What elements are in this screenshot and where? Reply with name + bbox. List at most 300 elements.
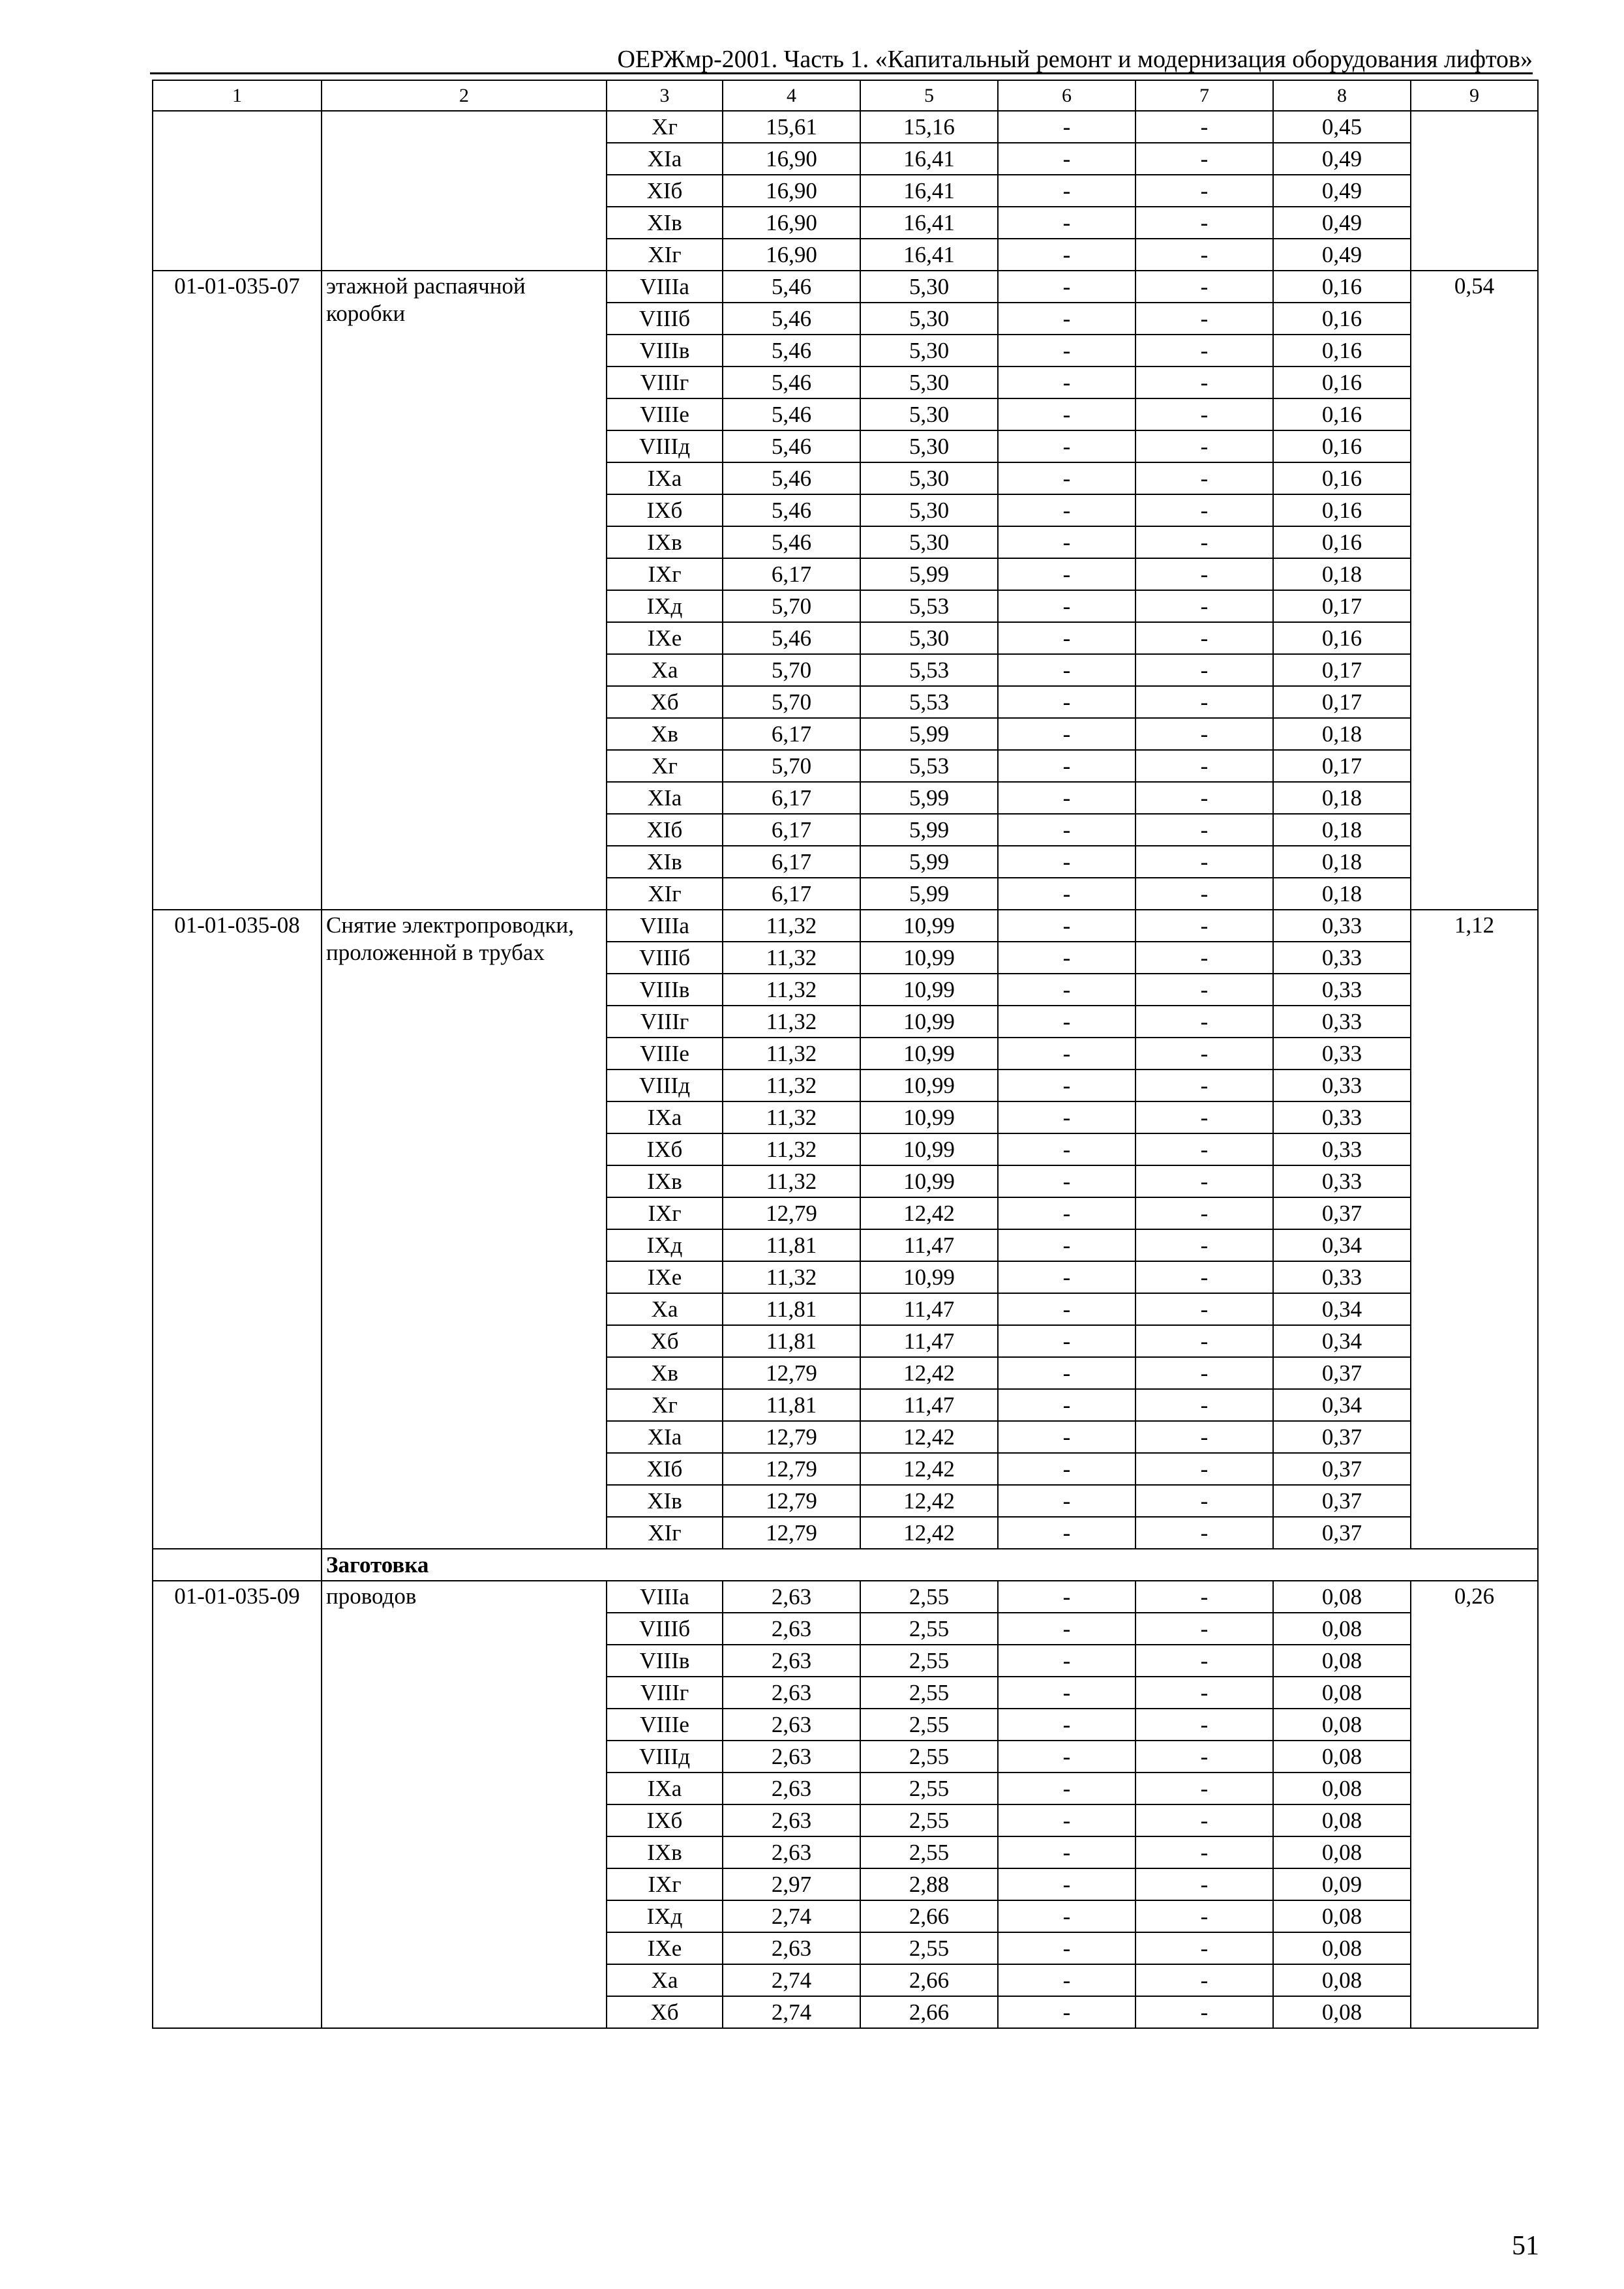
- cell-col-4: 5,46: [723, 494, 860, 526]
- cell-col-7: -: [1135, 1613, 1273, 1645]
- cell-col-6: -: [998, 1964, 1135, 1996]
- cell-col-6: -: [998, 750, 1135, 782]
- cell-col-5: 2,55: [860, 1645, 998, 1677]
- cell-col-8: 0,16: [1273, 622, 1411, 654]
- cell-col-6: -: [998, 910, 1135, 942]
- cell-col-6: -: [998, 878, 1135, 910]
- cell-col-4: 6,17: [723, 718, 860, 750]
- cell-col-5: 2,88: [860, 1868, 998, 1900]
- cell-col-3: IХа: [607, 462, 723, 494]
- cell-col-7: -: [1135, 1197, 1273, 1229]
- cell-col-7: -: [1135, 846, 1273, 878]
- cell-col-5: 10,99: [860, 942, 998, 974]
- cell-col-5: 5,53: [860, 590, 998, 622]
- cell-col-8: 0,37: [1273, 1357, 1411, 1389]
- cell-col-6: -: [998, 143, 1135, 175]
- header-rule: [150, 72, 1533, 74]
- cell-col-5: 12,42: [860, 1517, 998, 1549]
- cell-col-6: -: [998, 590, 1135, 622]
- cell-col-6: -: [998, 335, 1135, 367]
- cell-col-8: 0,37: [1273, 1197, 1411, 1229]
- cell-col-7: -: [1135, 558, 1273, 590]
- cell-col-5: 10,99: [860, 1133, 998, 1165]
- cell-col-4: 12,79: [723, 1357, 860, 1389]
- cell-col-4: 11,32: [723, 1038, 860, 1070]
- cell-col-6: -: [998, 1229, 1135, 1261]
- cell-col-7: -: [1135, 1293, 1273, 1325]
- cell-col-3: VIIIа: [607, 271, 723, 303]
- cell-col-8: 0,37: [1273, 1485, 1411, 1517]
- cell-col-4: 5,46: [723, 335, 860, 367]
- cell-col-7: -: [1135, 718, 1273, 750]
- cell-col-3: IХд: [607, 1900, 723, 1932]
- cell-col-3: IХв: [607, 1836, 723, 1868]
- cell-col-8: 0,33: [1273, 1261, 1411, 1293]
- cell-col-3: Ха: [607, 654, 723, 686]
- cell-col-3: IХд: [607, 590, 723, 622]
- cell-col-4: 11,81: [723, 1389, 860, 1421]
- cell-col-8: 0,16: [1273, 367, 1411, 398]
- cell-col-8: 0,37: [1273, 1517, 1411, 1549]
- cell-col-8: 0,18: [1273, 782, 1411, 814]
- cell-col-4: 11,81: [723, 1325, 860, 1357]
- cell-col-5: 2,55: [860, 1741, 998, 1773]
- cell-col-5: 2,55: [860, 1836, 998, 1868]
- section-title: Заготовка: [322, 1549, 1538, 1581]
- cell-col-6: -: [998, 1773, 1135, 1804]
- cell-col-4: 2,63: [723, 1932, 860, 1964]
- cell-col-6: -: [998, 1389, 1135, 1421]
- cell-col-4: 11,32: [723, 1165, 860, 1197]
- cell-col-4: 5,46: [723, 622, 860, 654]
- cell-col-4: 16,90: [723, 175, 860, 207]
- cell-col-5: 12,42: [860, 1197, 998, 1229]
- cell-col-8: 0,33: [1273, 1038, 1411, 1070]
- column-number-row: [153, 80, 1538, 111]
- cell-col-8: 0,17: [1273, 750, 1411, 782]
- cell-col-4: 2,63: [723, 1836, 860, 1868]
- cell-col-8: 0,34: [1273, 1229, 1411, 1261]
- cell-col-4: 2,63: [723, 1581, 860, 1613]
- cell-col-7: -: [1135, 1900, 1273, 1932]
- cell-col-7: -: [1135, 1101, 1273, 1133]
- table-row: [153, 910, 1538, 942]
- cell-col-7: -: [1135, 1773, 1273, 1804]
- cell-col-7: -: [1135, 1006, 1273, 1038]
- cell-col-4: 2,63: [723, 1677, 860, 1709]
- cell-col-4: 11,32: [723, 1070, 860, 1101]
- cell-col-3: VIIIв: [607, 1645, 723, 1677]
- cell-col-6: -: [998, 1996, 1135, 2028]
- cell-col-4: 5,46: [723, 398, 860, 430]
- column-number: 8: [1273, 80, 1411, 111]
- cell-col-3: ХIв: [607, 846, 723, 878]
- cell-col-7: -: [1135, 1389, 1273, 1421]
- cell-col-6: -: [998, 1645, 1135, 1677]
- cell-col-5: 15,16: [860, 111, 998, 143]
- page-number: 51: [1512, 2231, 1539, 2261]
- cell-col-8: 0,17: [1273, 686, 1411, 718]
- cell-col-6: -: [998, 1421, 1135, 1453]
- cell-col-3: ХIг: [607, 878, 723, 910]
- column-number: 6: [998, 80, 1135, 111]
- cell-col-6: -: [998, 303, 1135, 335]
- table-row: [153, 1581, 1538, 1613]
- cell-col-4: 2,74: [723, 1964, 860, 1996]
- cell-col-3: IХг: [607, 558, 723, 590]
- cell-col-4: 11,81: [723, 1293, 860, 1325]
- cell-col-6: -: [998, 1677, 1135, 1709]
- cell-col-8: 0,33: [1273, 942, 1411, 974]
- work-name: проводов: [322, 1581, 607, 2028]
- cell-col-4: 5,70: [723, 750, 860, 782]
- cell-col-4: 5,46: [723, 462, 860, 494]
- cell-col-6: -: [998, 942, 1135, 974]
- cell-col-8: 0,37: [1273, 1421, 1411, 1453]
- cell-col-6: -: [998, 494, 1135, 526]
- column-number: 3: [607, 80, 723, 111]
- cell-col-4: 2,63: [723, 1773, 860, 1804]
- cell-col-3: ХIв: [607, 207, 723, 239]
- cell-col-7: -: [1135, 1741, 1273, 1773]
- cell-col-5: 10,99: [860, 1038, 998, 1070]
- cell-col-6: -: [998, 1006, 1135, 1038]
- cell-col-5: 5,53: [860, 686, 998, 718]
- cell-col-3: VIIIа: [607, 910, 723, 942]
- cell-col-6: -: [998, 1709, 1135, 1741]
- cell-col-6: -: [998, 462, 1135, 494]
- cell-col-3: VIIIб: [607, 303, 723, 335]
- cell-col-6: -: [998, 1101, 1135, 1133]
- cell-col-6: -: [998, 974, 1135, 1006]
- cell-col-4: 16,90: [723, 143, 860, 175]
- table-row: [153, 111, 1538, 143]
- cell-col-4: 12,79: [723, 1453, 860, 1485]
- cell-col-6: -: [998, 814, 1135, 846]
- cell-col-4: 5,46: [723, 367, 860, 398]
- cell-col-4: 12,79: [723, 1517, 860, 1549]
- cell-col-8: 0,08: [1273, 1932, 1411, 1964]
- cell-col-5: 5,30: [860, 526, 998, 558]
- cell-col-7: -: [1135, 1485, 1273, 1517]
- rate-code: 01-01-035-08: [153, 910, 322, 1549]
- cell-col-3: IХб: [607, 1804, 723, 1836]
- cell-col-3: VIIIд: [607, 430, 723, 462]
- cell-col-6: -: [998, 367, 1135, 398]
- cell-col-8: 0,08: [1273, 1677, 1411, 1709]
- cell-col-8: 0,49: [1273, 143, 1411, 175]
- cell-col-8: 0,18: [1273, 878, 1411, 910]
- cell-col-7: -: [1135, 1804, 1273, 1836]
- cell-col-7: -: [1135, 878, 1273, 910]
- cell-col-7: -: [1135, 1133, 1273, 1165]
- cell-col-4: 5,70: [723, 654, 860, 686]
- cell-col-6: -: [998, 1741, 1135, 1773]
- cell-col-8: 0,17: [1273, 654, 1411, 686]
- cell-col-5: 5,30: [860, 271, 998, 303]
- cell-col-3: VIIIг: [607, 1006, 723, 1038]
- cell-col-5: 11,47: [860, 1325, 998, 1357]
- cell-col-7: -: [1135, 1357, 1273, 1389]
- cell-col-4: 5,70: [723, 686, 860, 718]
- cell-col-5: 5,30: [860, 622, 998, 654]
- cell-col-6: -: [998, 111, 1135, 143]
- cell-col-6: -: [998, 686, 1135, 718]
- cell-col-6: -: [998, 846, 1135, 878]
- cell-col-3: Хг: [607, 1389, 723, 1421]
- cell-col-4: 6,17: [723, 558, 860, 590]
- cell-col-4: 2,63: [723, 1645, 860, 1677]
- cell-col-3: VIIIе: [607, 398, 723, 430]
- cell-col-4: 15,61: [723, 111, 860, 143]
- cell-col-3: Хв: [607, 718, 723, 750]
- cell-col-3: IХд: [607, 1229, 723, 1261]
- cell-col-3: Хб: [607, 686, 723, 718]
- cell-col-7: -: [1135, 1645, 1273, 1677]
- cell-col-7: -: [1135, 1229, 1273, 1261]
- cell-col-7: -: [1135, 1996, 1273, 2028]
- work-name: этажной распаячной коробки: [322, 271, 607, 910]
- cell-col-5: 11,47: [860, 1293, 998, 1325]
- cell-col-3: IХа: [607, 1773, 723, 1804]
- cell-col-6: -: [998, 1485, 1135, 1517]
- cell-col-8: 0,16: [1273, 430, 1411, 462]
- cell-col-7: -: [1135, 1453, 1273, 1485]
- cell-col-3: IХв: [607, 1165, 723, 1197]
- cell-col-7: -: [1135, 622, 1273, 654]
- cell-col-4: 6,17: [723, 878, 860, 910]
- cell-col-8: 0,17: [1273, 590, 1411, 622]
- cell-col-6: -: [998, 1900, 1135, 1932]
- cell-col-5: 10,99: [860, 910, 998, 942]
- cell-col-3: IХг: [607, 1197, 723, 1229]
- cell-col-7: -: [1135, 1038, 1273, 1070]
- cell-col-3: Хб: [607, 1325, 723, 1357]
- cell-col-3: VIIIг: [607, 1677, 723, 1709]
- cell-col-4: 11,32: [723, 1006, 860, 1038]
- section-spacer: [153, 1549, 322, 1581]
- cell-col-5: 12,42: [860, 1421, 998, 1453]
- cell-col-7: -: [1135, 494, 1273, 526]
- column-number: 7: [1135, 80, 1273, 111]
- cell-col-8: 0,49: [1273, 175, 1411, 207]
- cell-col-8: 0,49: [1273, 239, 1411, 271]
- cell-col-3: ХIа: [607, 782, 723, 814]
- cell-col-7: -: [1135, 1868, 1273, 1900]
- cell-col-3: ХIг: [607, 1517, 723, 1549]
- cell-col-5: 2,55: [860, 1932, 998, 1964]
- cell-col-6: -: [998, 1804, 1135, 1836]
- cell-col-8: 0,08: [1273, 1581, 1411, 1613]
- column-9-value: [1411, 111, 1538, 271]
- cell-col-8: 0,34: [1273, 1389, 1411, 1421]
- cell-col-6: -: [998, 782, 1135, 814]
- cell-col-6: -: [998, 1261, 1135, 1293]
- cell-col-4: 11,81: [723, 1229, 860, 1261]
- cell-col-6: -: [998, 430, 1135, 462]
- cell-col-6: -: [998, 1070, 1135, 1101]
- cell-col-5: 2,66: [860, 1996, 998, 2028]
- cell-col-3: ХIб: [607, 1453, 723, 1485]
- cell-col-3: IХб: [607, 1133, 723, 1165]
- cell-col-4: 5,46: [723, 526, 860, 558]
- cell-col-6: -: [998, 1836, 1135, 1868]
- cell-col-7: -: [1135, 367, 1273, 398]
- cell-col-5: 10,99: [860, 974, 998, 1006]
- cell-col-8: 0,33: [1273, 1133, 1411, 1165]
- cell-col-8: 0,33: [1273, 1070, 1411, 1101]
- cell-col-5: 12,42: [860, 1485, 998, 1517]
- cell-col-3: Ха: [607, 1293, 723, 1325]
- cell-col-8: 0,08: [1273, 1804, 1411, 1836]
- cell-col-7: -: [1135, 271, 1273, 303]
- work-name: Снятие электропроводки, проложенной в трубах: [322, 910, 607, 1549]
- cell-col-8: 0,09: [1273, 1868, 1411, 1900]
- cell-col-6: -: [998, 1293, 1135, 1325]
- cell-col-4: 2,63: [723, 1741, 860, 1773]
- cell-col-6: -: [998, 1613, 1135, 1645]
- cell-col-5: 5,30: [860, 430, 998, 462]
- rate-code: 01-01-035-07: [153, 271, 322, 910]
- cell-col-8: 0,49: [1273, 207, 1411, 239]
- cell-col-8: 0,37: [1273, 1453, 1411, 1485]
- cell-col-6: -: [998, 1581, 1135, 1613]
- cell-col-7: -: [1135, 782, 1273, 814]
- work-name: [322, 111, 607, 271]
- cell-col-7: -: [1135, 239, 1273, 271]
- cell-col-4: 16,90: [723, 239, 860, 271]
- cell-col-6: -: [998, 1038, 1135, 1070]
- cell-col-4: 12,79: [723, 1421, 860, 1453]
- cell-col-5: 16,41: [860, 239, 998, 271]
- rates-table: [152, 80, 1539, 2029]
- column-9-value: 0,26: [1411, 1581, 1538, 2028]
- cell-col-3: ХIг: [607, 239, 723, 271]
- column-number: 1: [153, 80, 322, 111]
- cell-col-4: 5,70: [723, 590, 860, 622]
- cell-col-5: 10,99: [860, 1070, 998, 1101]
- cell-col-7: -: [1135, 1325, 1273, 1357]
- cell-col-8: 0,16: [1273, 526, 1411, 558]
- cell-col-5: 10,99: [860, 1165, 998, 1197]
- cell-col-5: 10,99: [860, 1006, 998, 1038]
- cell-col-5: 16,41: [860, 143, 998, 175]
- cell-col-8: 0,33: [1273, 1101, 1411, 1133]
- cell-col-8: 0,16: [1273, 335, 1411, 367]
- cell-col-8: 0,16: [1273, 303, 1411, 335]
- cell-col-3: VIIIв: [607, 335, 723, 367]
- cell-col-7: -: [1135, 303, 1273, 335]
- cell-col-6: -: [998, 1197, 1135, 1229]
- cell-col-5: 2,55: [860, 1677, 998, 1709]
- cell-col-3: VIIIб: [607, 942, 723, 974]
- column-9-value: 0,54: [1411, 271, 1538, 910]
- cell-col-8: 0,08: [1273, 1645, 1411, 1677]
- cell-col-8: 0,18: [1273, 718, 1411, 750]
- cell-col-7: -: [1135, 750, 1273, 782]
- cell-col-6: -: [998, 1517, 1135, 1549]
- cell-col-5: 5,30: [860, 303, 998, 335]
- cell-col-5: 5,30: [860, 494, 998, 526]
- cell-col-5: 5,99: [860, 718, 998, 750]
- cell-col-4: 6,17: [723, 846, 860, 878]
- cell-col-5: 2,66: [860, 1964, 998, 1996]
- column-number: 2: [322, 80, 607, 111]
- cell-col-4: 2,74: [723, 1900, 860, 1932]
- cell-col-6: -: [998, 271, 1135, 303]
- cell-col-4: 2,63: [723, 1709, 860, 1741]
- cell-col-8: 0,33: [1273, 910, 1411, 942]
- cell-col-4: 5,46: [723, 430, 860, 462]
- cell-col-6: -: [998, 207, 1135, 239]
- cell-col-3: IХе: [607, 1932, 723, 1964]
- cell-col-6: -: [998, 1932, 1135, 1964]
- cell-col-4: 5,46: [723, 303, 860, 335]
- cell-col-7: -: [1135, 207, 1273, 239]
- cell-col-7: -: [1135, 1836, 1273, 1868]
- cell-col-4: 6,17: [723, 814, 860, 846]
- cell-col-8: 0,34: [1273, 1325, 1411, 1357]
- cell-col-7: -: [1135, 1261, 1273, 1293]
- cell-col-7: -: [1135, 942, 1273, 974]
- cell-col-4: 11,32: [723, 1261, 860, 1293]
- cell-col-4: 2,74: [723, 1996, 860, 2028]
- cell-col-5: 5,99: [860, 782, 998, 814]
- cell-col-4: 11,32: [723, 1101, 860, 1133]
- cell-col-7: -: [1135, 686, 1273, 718]
- cell-col-7: -: [1135, 1421, 1273, 1453]
- cell-col-4: 11,32: [723, 910, 860, 942]
- cell-col-5: 2,55: [860, 1804, 998, 1836]
- cell-col-8: 0,33: [1273, 1165, 1411, 1197]
- cell-col-3: ХIб: [607, 175, 723, 207]
- cell-col-7: -: [1135, 1165, 1273, 1197]
- cell-col-3: Хб: [607, 1996, 723, 2028]
- cell-col-8: 0,08: [1273, 1964, 1411, 1996]
- rate-code: [153, 111, 322, 271]
- cell-col-8: 0,18: [1273, 814, 1411, 846]
- cell-col-5: 2,55: [860, 1709, 998, 1741]
- cell-col-7: -: [1135, 1581, 1273, 1613]
- table-row: [153, 271, 1538, 303]
- cell-col-7: -: [1135, 1709, 1273, 1741]
- cell-col-4: 11,32: [723, 974, 860, 1006]
- cell-col-7: -: [1135, 143, 1273, 175]
- cell-col-8: 0,45: [1273, 111, 1411, 143]
- cell-col-5: 2,55: [860, 1581, 998, 1613]
- column-number: 9: [1411, 80, 1538, 111]
- cell-col-6: -: [998, 1165, 1135, 1197]
- cell-col-3: VIIIа: [607, 1581, 723, 1613]
- cell-col-7: -: [1135, 974, 1273, 1006]
- cell-col-6: -: [998, 654, 1135, 686]
- cell-col-8: 0,18: [1273, 846, 1411, 878]
- cell-col-5: 11,47: [860, 1389, 998, 1421]
- cell-col-5: 5,30: [860, 462, 998, 494]
- cell-col-5: 2,55: [860, 1773, 998, 1804]
- cell-col-5: 11,47: [860, 1229, 998, 1261]
- cell-col-7: -: [1135, 335, 1273, 367]
- cell-col-3: Хв: [607, 1357, 723, 1389]
- cell-col-7: -: [1135, 654, 1273, 686]
- cell-col-5: 5,53: [860, 654, 998, 686]
- cell-col-6: -: [998, 1357, 1135, 1389]
- cell-col-7: -: [1135, 175, 1273, 207]
- rates-table-body: [153, 80, 1538, 2028]
- cell-col-7: -: [1135, 590, 1273, 622]
- cell-col-5: 10,99: [860, 1101, 998, 1133]
- cell-col-3: IХг: [607, 1868, 723, 1900]
